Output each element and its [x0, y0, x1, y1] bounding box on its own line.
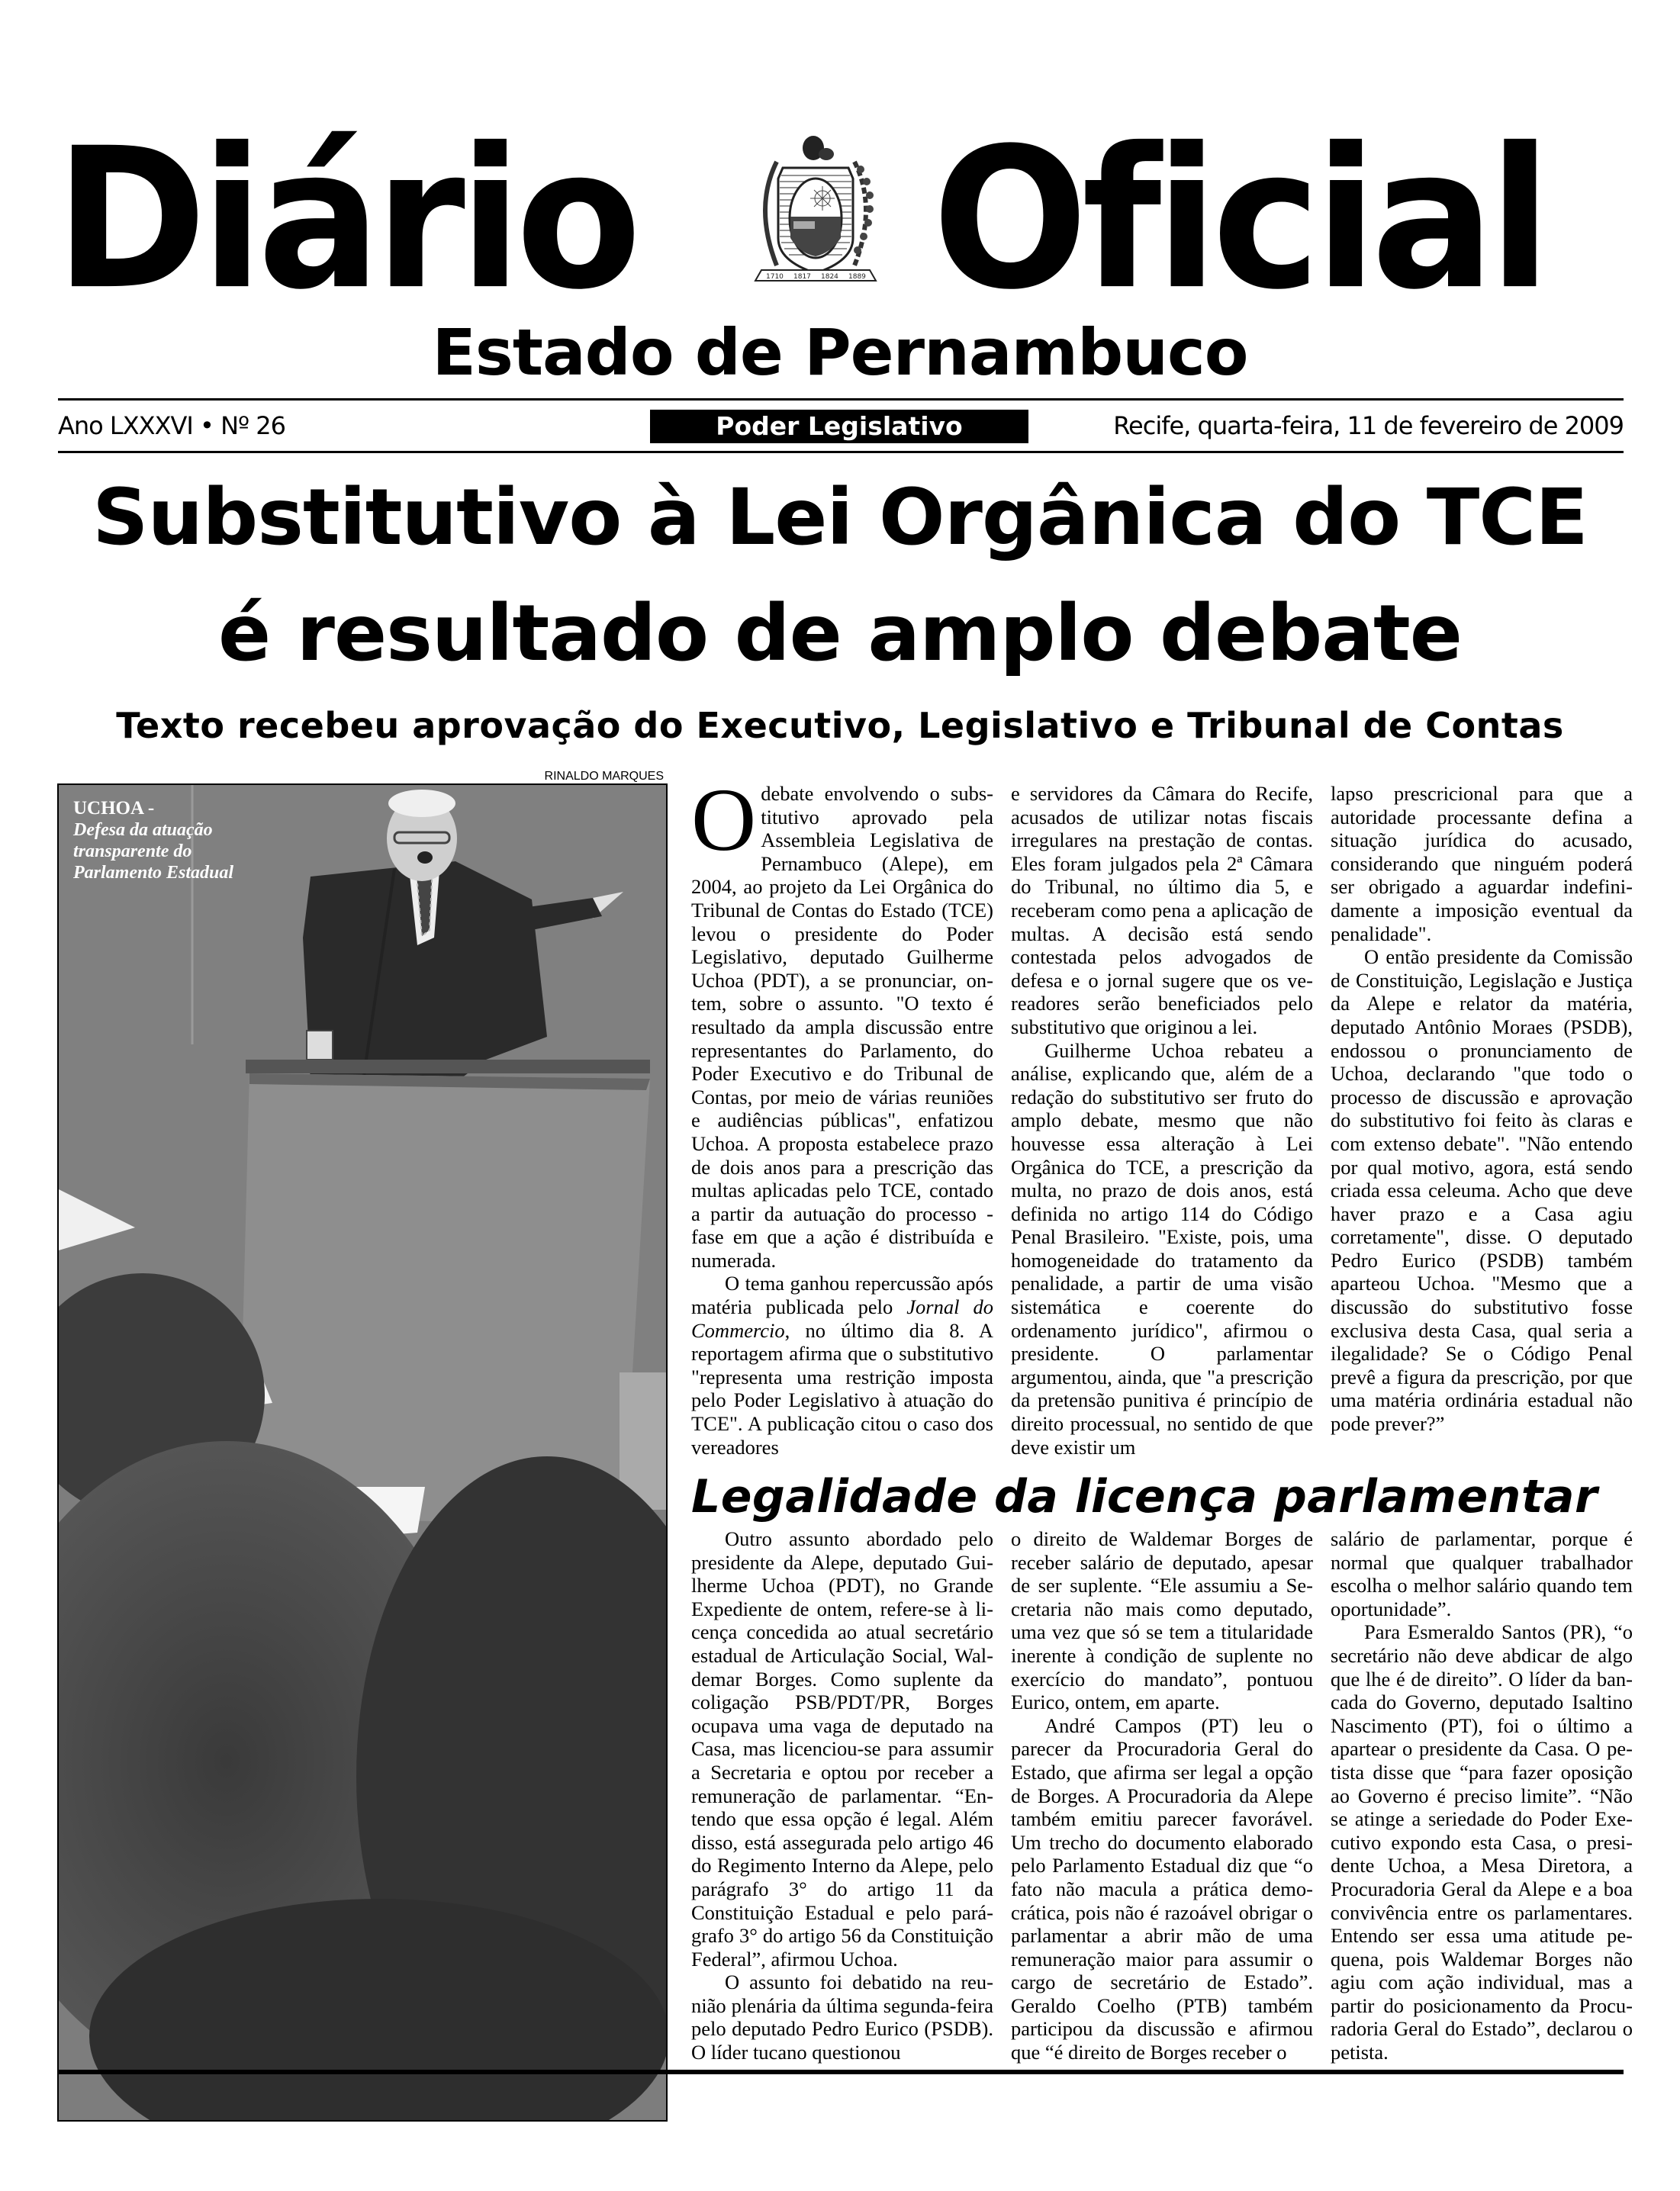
article-column-5	[1011, 1527, 1313, 2064]
paragraph-text: O tema ganhou repercussão após matéria publicada pelo	[691, 1272, 993, 1319]
dateline: Recife, quarta-feira, 11 de fevereiro de 2009	[1113, 411, 1624, 440]
masthead-subtitle-text: Estado de Pernambuco	[432, 315, 1248, 390]
crest-year-2: 1817	[793, 273, 811, 281]
paragraph: e servidores da Câmara do Recife, acusados de utilizar notas fiscais irregulares na prestação de contas. Eles foram julgados pela 2ª Câmara do Tribunal, no último dia 5, e receberam como pena a aplicação de multas. A decisão está sendo contestada pelos advogados de defesa e o jornal sugere que os vereadores serão beneficiados pelo substitutivo que originou a lei.	[1011, 782, 1313, 1038]
masthead-title-right: Oficial	[932, 105, 1546, 333]
crest-year-1: 1710	[766, 273, 784, 281]
newspaper-name: Jornal do Commercio	[691, 1295, 993, 1342]
article-column-3	[1331, 782, 1633, 1436]
paragraph: o direito de Waldemar Borges de receber salário de deputado, apesar de ser suplente. “Ele assumiu a Secretaria não mais como deputado, uma vez que só se tem a titularidade inerente à condição de suplente no exercício do mandato”, pontuou Eurico, ontem, em aparte.	[1011, 1527, 1313, 1714]
article-column-1	[691, 770, 993, 1459]
divider-top	[58, 398, 1624, 401]
paragraph	[691, 1272, 993, 1459]
photo-speaker-at-podium	[57, 783, 668, 2122]
paragraph: André Campos (PT) leu o parecer da Procuradoria Geral do Estado, que afirma ser legal a opção de Borges. A Procuradoria da Alepe também emitiu parecer favorável. Um trecho do documento elaborado pelo Parlamento Estadual diz que “o fato não macula a prática democrática, pois não é razoável obrigar o parlamentar a abrir mão de uma remuneração maior para assumir o cargo de secretário de Estado”. Geraldo Coelho (PTB) também participou da discussão e afirmou que “é direito de Borges receber o	[1011, 1713, 1313, 2064]
paragraph: Para Esmeraldo Santos (PR), “o secretário não deve abdicar de algo que lhe é de direito”. O líder da bancada do Governo, deputado Isaltino Nascimento (PT), foi o último a apartear o presidente da Casa. O petista disse que “para fazer oposição ao Governo é preciso limite”. “Não se atinge a seriedade do Poder Executivo expondo esta Casa, o presidente Uchoa, a Mesa Diretora, a Procuradoria Geral da Alepe e a boa convivência entre os parlamentares. Entendo ser essa uma atitude pequena, pois Waldemar Borges não agiu com ação individual, mas a partir do posicionamento da Procuradoria Geral do Estado”, declarou o petista.	[1331, 1620, 1633, 2064]
second-story-headline: Legalidade da licença parlamentar	[691, 1470, 1598, 1523]
issue-number: Ano LXXXVI • Nº 26	[58, 411, 285, 440]
headline-line-2	[0, 588, 1680, 679]
article-column-6	[1331, 1527, 1633, 2064]
masthead-title-left: Diário	[55, 105, 636, 333]
paragraph: O então presidente da Comissão de Constituição, Legislação e Justiça da Alepe e relator da matéria, deputado Antônio Moraes (PSDB), endossou o pronunciamento de Uchoa, declarando "que todo o processo de discussão e aprovação do substitutivo foi feito às claras e com extenso debate". "Não entendo por qual motivo, agora, está sendo criada essa celeuma. Acho que deve haver prazo e a Casa agiu corretamente", disse. O deputado Pedro Eurico (PSDB) também aparteou Uchoa. "Mesmo que a discussão do substitutivo fosse exclusiva desta Casa, qual seria a ilegalidade? Se o Código Penal prevê a figura da prescrição, por que uma matéria ordinária estadual não pode prever?”	[1331, 945, 1633, 1436]
paragraph: debate envolvendo o substitutivo aprovado pela Assembleia Legislativa de Pernambuco (Alepe), em 2004, ao projeto da Lei Orgânica do Tribunal de Contas do Estado (TCE) levou o presidente do Poder Legislativo, deputado Guilherme Uchoa (PDT), a se pronunciar, ontem, sobre o assunto. "O texto é resultado da ampla discussão entre representantes do Parlamento, do Poder Executivo e do Tribunal de Contas, por meio de várias reuniões e audiências públicas", enfatizou Uchoa. A proposta estabelece prazo de dois anos para a prescrição das multas aplicadas pelo TCE, contado a partir da autuação do processo - fase em que a ação é distribuída e numerada.	[691, 782, 993, 1272]
paragraph: O assunto foi debatido na reunião plenária da última segunda-feira pelo deputado Pedro Eurico (PSDB). O líder tucano questionou	[691, 1971, 993, 2064]
paragraph-text: , no último dia 8. A reportagem afirma que o substitutivo "representa uma restrição imposta pelo Poder Legislativo à atuação do TCE". A publicação citou o caso dos vereadores	[691, 1318, 993, 1459]
drop-cap: O	[691, 770, 757, 870]
caption-title: UCHOA -	[73, 798, 155, 819]
section-badge: Poder Legislativo	[650, 410, 1028, 443]
paragraph: salário de parlamentar, porque é normal que qualquer trabalhador escolha o melhor salário quando tem oportunidade”.	[1331, 1527, 1633, 1620]
paragraph: Outro assunto abordado pelo presidente da Alepe, deputado Guilherme Uchoa (PDT), no Grande Expediente de ontem, refere-se à licença concedida ao atual secretário estadual de Articulação Social, Waldemar Borges. Como suplente da coligação PSB/PDT/PR, Borges ocupava uma vaga de deputado na Casa, mas licenciou-se para assumir a Secretaria e optou por receber a remuneração de parlamentar. “Entendo que essa opção é legal. Além disso, está assegurada pelo artigo 46 do Regimento Interno da Alepe, pelo parágrafo 3° do artigo 11 da Constituição Estadual e pelo parágrafo 3° do artigo 56 da Constituição Federal”, afirmou Uchoa.	[691, 1527, 993, 1971]
caption-body: Defesa da atuação transparente do Parlamento Estadual	[73, 820, 234, 883]
article-column-2	[1011, 782, 1313, 1459]
crest-year-4: 1889	[848, 273, 866, 281]
paragraph: lapso prescricional para que a autoridade processante defina a situação jurídica do acusado, considerando que ninguém poderá ser obrigado a aguardar indefinidamente a imposição eventual da penalidade".	[1331, 782, 1633, 945]
paragraph: Guilherme Uchoa rebateu a análise, explicando que, além de a redação do substitutivo ser fruto do amplo debate, mesmo que não houvesse essa alteração à Lei Orgânica do TCE, a prescrição da multa, no prazo de dois anos, está definida no artigo 114 do Código Penal Brasileiro. "Existe, pois, uma homogeneidade do tratamento da penalidade, a partir de uma visão sistemática e coerente do ordenamento jurídico", afirmou o presidente. O parlamentar argumentou, ainda, que "a prescrição da pretensão punitiva é princípio de direito processual, no sentido de que deve existir um	[1011, 1038, 1313, 1459]
headline-line-2-text: é resultado de amplo debate	[217, 588, 1462, 679]
article-column-4	[691, 1527, 993, 2064]
masthead-subtitle	[0, 315, 1680, 390]
photo-caption	[73, 798, 249, 883]
headline-line-1	[0, 472, 1680, 563]
crest-year-3: 1824	[821, 273, 838, 281]
headline-line-1-text: Substitutivo à Lei Orgânica do TCE	[92, 472, 1588, 563]
headline-deck	[0, 705, 1680, 746]
photo-credit: RINALDO MARQUES	[544, 770, 664, 783]
divider-infobar	[58, 451, 1624, 453]
divider-bottom	[58, 2070, 1624, 2074]
state-crest-icon	[746, 131, 885, 291]
headline-deck-text: Texto recebeu aprovação do Executivo, Legislativo e Tribunal de Contas	[116, 705, 1564, 746]
